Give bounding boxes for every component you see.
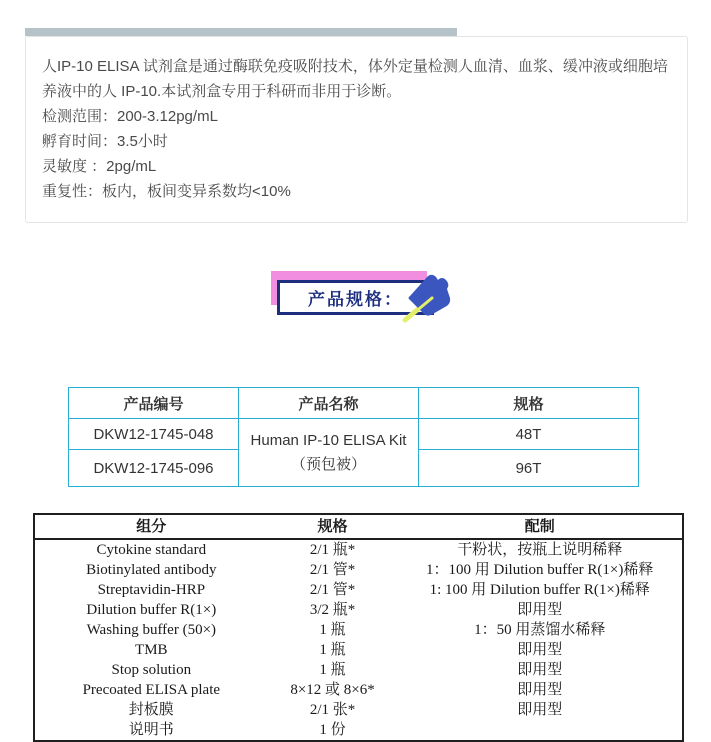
table-row: [34, 640, 683, 660]
spec-line-sensitivity: 灵敏度 ：2pg/mL: [42, 158, 157, 175]
product-name-line2: （预包被）: [290, 455, 366, 473]
column-header-preparation: 配制: [397, 514, 683, 539]
preparation-cell: [397, 720, 683, 742]
spec-line-detection-range: 检测范围：200-3.12pg/mL: [42, 108, 218, 125]
table-row: [34, 560, 683, 580]
column-header-name: 产品名称: [239, 388, 419, 419]
spec-line-incubation-time: 孵育时间：3.5小时: [42, 133, 168, 150]
flag-ribbon-icon: [398, 268, 458, 328]
column-header-size: 规格: [419, 388, 639, 419]
table-row: [34, 680, 683, 700]
kit-description: 人IP-10 ELISA 试剂盒是通过酶联免疫吸附技术，体外定量检测人血清、血浆、缓冲液或细胞培养液中的人 IP-10.本试剂盒专用于科研而非用于诊断。: [42, 58, 668, 100]
table-row: [34, 600, 683, 620]
product-size-cell: 48T: [419, 419, 639, 450]
component-cell: Streptavidin-HRP: [97, 582, 206, 598]
preparation-cell: 1: 100 用 Dilution buffer R(1×)稀释: [429, 582, 650, 598]
preparation-cell: 即用型: [517, 602, 563, 618]
spec-cell: 2/1 张*: [309, 702, 356, 718]
product-table: [68, 387, 639, 487]
product-row-48t: [69, 419, 639, 450]
component-cell: 说明书: [128, 722, 174, 738]
table-row: [34, 580, 683, 600]
product-table-header-row: [69, 388, 639, 419]
preparation-cell: 干粉状，按瓶上说明稀释: [457, 542, 623, 558]
spec-cell: 2/1 管*: [309, 582, 356, 598]
component-cell: 封板膜: [128, 702, 174, 718]
preparation-cell: 1：100 用 Dilution buffer R(1×)稀释: [426, 562, 654, 578]
component-cell: Cytokine standard: [96, 542, 207, 558]
preparation-cell: 即用型: [517, 682, 563, 698]
spec-cell: 2/1 管*: [309, 562, 356, 578]
preparation-cell: 即用型: [517, 642, 563, 658]
spec-cell: 1 瓶: [319, 622, 346, 638]
components-table: [33, 513, 684, 742]
component-cell: TMB: [135, 642, 168, 658]
column-header-code: 产品编号: [69, 388, 239, 419]
table-row: [34, 720, 683, 742]
component-cell: Washing buffer (50×): [86, 622, 217, 638]
spec-cell: 1 瓶: [319, 662, 346, 678]
product-code-cell: DKW12-1745-048: [69, 419, 239, 450]
table-row: [34, 620, 683, 640]
product-name-line1: Human IP-10 ELISA Kit: [250, 431, 407, 449]
spec-cell: 2/1 瓶*: [309, 542, 356, 558]
product-name-cell: [239, 419, 419, 487]
components-header-row: [34, 514, 683, 539]
spec-cell: 1 瓶: [319, 642, 346, 658]
column-header-spec: 规格: [268, 514, 398, 539]
preparation-cell: 即用型: [517, 662, 563, 678]
spec-cell: 3/2 瓶*: [309, 602, 356, 618]
preparation-cell: 即用型: [517, 702, 563, 718]
component-cell: Stop solution: [111, 662, 192, 678]
preparation-cell: 1：50 用蒸馏水稀释: [474, 622, 606, 638]
table-row: [34, 660, 683, 680]
product-code-cell: DKW12-1745-096: [69, 450, 239, 487]
component-cell: Dilution buffer R(1×): [86, 602, 217, 618]
banner-title: 产品规格：: [308, 290, 403, 309]
spec-line-repeatability: 重复性：板内，板间变异系数均<10%: [42, 183, 291, 200]
spec-cell: 8×12 或 8×6*: [290, 682, 375, 698]
top-accent-bar: [25, 28, 457, 36]
spec-cell: 1 份: [319, 722, 346, 738]
table-row: [34, 539, 683, 560]
column-header-component: 组分: [34, 514, 268, 539]
component-cell: Precoated ELISA plate: [82, 682, 221, 698]
table-row: [34, 700, 683, 720]
product-size-cell: 96T: [419, 450, 639, 487]
kit-info-card: [25, 36, 688, 223]
component-cell: Biotinylated antibody: [86, 562, 217, 578]
